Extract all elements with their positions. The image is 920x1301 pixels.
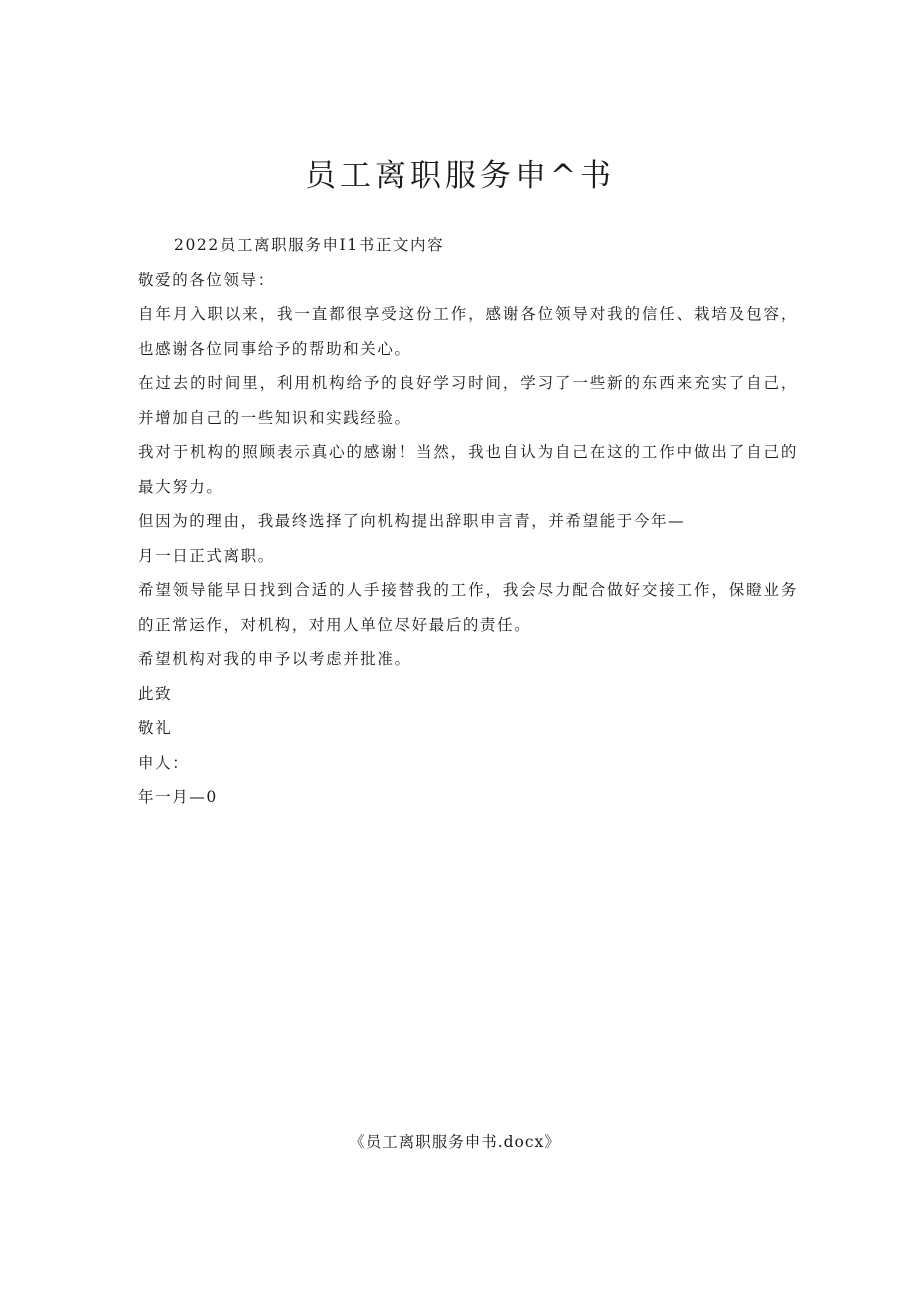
document-title: 员工离职服务申^书 xyxy=(305,158,615,194)
applicant-label: 申人： xyxy=(138,753,190,772)
paragraph-handover: 希望领导能早日找到合适的人手接替我的工作，我会尽力配合做好交接工作，保瞪业务的正常运作，对机构，对用人单位尽好最后的责任。 xyxy=(138,581,798,634)
salutation: 敬爱的各位领导： xyxy=(138,270,275,289)
closing-2: 敬礼 xyxy=(138,719,173,737)
document-body xyxy=(138,228,798,815)
document-subtitle: 2022员工离职服务申I1书正文内容 xyxy=(174,236,445,254)
paragraph-resignation: 但因为的理由，我最终选择了向机构提出辞职申言青，并希望能于今年— xyxy=(138,512,686,530)
date-line: 年一月—0 xyxy=(138,788,218,806)
paragraph-learning: 在过去的时间里，利用机构给予的良好学习时间，学习了一些新的东西来充实了自己，并增加自己的一些知识和实践经验。 xyxy=(138,374,798,427)
paragraph-intro: 自年月入职以来，我一直都很享受这份工作，感谢各位领导对我的信任、栽培及包容，也感谢各位同事给予的帮助和关心。 xyxy=(138,305,798,358)
paragraph-date: 月一日正式离职。 xyxy=(138,546,275,565)
paragraph-thanks: 我对于机构的照顾表示真心的感谢！当然，我也自认为自己在这的工作中做出了自己的最大努力。 xyxy=(138,443,798,496)
closing-1: 此致 xyxy=(138,684,173,703)
footer-filename: 《员工离职服务申书.docx》 xyxy=(349,1133,561,1151)
paragraph-request: 希望机构对我的申予以考虑并批准。 xyxy=(138,650,412,668)
document-footer xyxy=(0,1130,920,1152)
